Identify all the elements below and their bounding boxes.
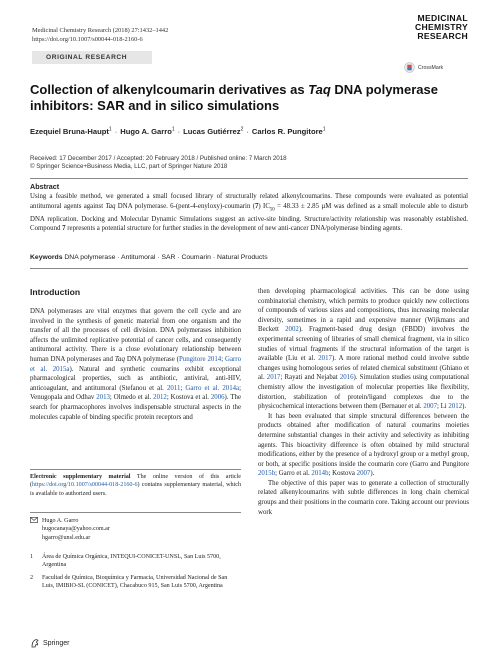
supplementary-link[interactable]: https://doi.org/10.1007/s00044-018-2160-6 <box>32 482 138 489</box>
citation-link[interactable]: Garro et al. 2015a <box>30 355 241 373</box>
author-separator: · <box>177 126 181 136</box>
publication-dates <box>30 155 470 172</box>
keywords-list: DNA polymerase · Antitumoral · SAR · Coumarin · Natural Products <box>64 254 268 261</box>
divider <box>30 268 468 269</box>
citation-link[interactable]: 2012 <box>153 394 167 402</box>
springer-horse-icon <box>30 638 40 648</box>
abstract-text: Using a feasible method, we generated a small focused library of structurally related alkenylcoumarins. These compounds were evaluated as potential antitumoral agents against Taq DNA polymerase. 6-(pent-4-enyloxy)-coumarin (7) $IC_{50} = 48.33 \pm 2.85$ µM was defined as a small molecule able to disturb DNA replication. Docking and Molecular Dynamic Simulations suggest an active-site binding. Structure/activity relationship was reasonably established. Compound 7 represents a potential structure for further studies in the development of new anti-cancer DNA/polymerase binding agents. <box>30 193 468 233</box>
journal-citation: Medicinal Chemistry Research (2018) 27:1432–1442 <box>32 27 169 34</box>
crossmark-badge[interactable] <box>404 62 443 73</box>
divider <box>30 512 241 513</box>
supplementary-note: Electronic supplementary material The online version of this article (https://doi.org/10.1007/s00044-018-2160-6) contains supplementary material, which is available to authorized users. <box>30 474 242 497</box>
corresponding-author: Hugo A. Garro <box>42 518 79 524</box>
email-link[interactable]: hgarro@unsl.edu.ar <box>42 534 91 541</box>
paragraph: The objective of this paper was to generate a collection of structurally related alkenylcoumarins with subtle differences in long chain chemical groups and their positions in the coumarin core. Taking account our previous work <box>258 479 469 516</box>
citation-link[interactable]: 2012 <box>448 403 463 411</box>
citation-link[interactable]: 2017 <box>318 355 332 363</box>
journal-info <box>32 27 168 44</box>
author-separator: · <box>246 126 249 136</box>
crossmark-label: CrossMark <box>418 64 444 71</box>
article-type-bar: ORIGINAL RESEARCH <box>32 51 152 64</box>
affiliation <box>30 574 241 591</box>
section-heading-introduction: Introduction <box>30 287 81 297</box>
email-link[interactable]: hugocanaya@yahoo.com.ar <box>42 526 110 533</box>
affiliation-text: Facultad de Química, Bioquímica y Farmacia, Universidad Nacional de San Luis, IMIBIO-SL (CONICET), Chacabuco 915, San Luis 5700, Argentina <box>42 575 228 590</box>
affiliation-text: Área de Química Orgánica, INTEQUI-CONICET-UNSL, San Luis 5700, Argentina <box>42 554 221 569</box>
affiliation-number: 2 <box>30 575 34 581</box>
affiliation <box>30 553 241 570</box>
logo-line: MEDICINAL <box>417 13 468 23</box>
citation-link[interactable]: 2002 <box>285 326 299 334</box>
paragraph: then developing pharmacological activities. This can be done using combinatorial chemistry, which permits to produce quickly new collections of compounds of various sizes and compositions, thus increasing molecular diversity, sometimes in a rapid and expensive manner (Wijkmans and Beckett 2002). Fragment-based drug design (FBDD) involves the experimental screening of libraries of small chemical fragment, via in silico studies of virtual fragments if the structural information of the target is available (Liu et al. 2017). A more rational method could involve subtle changes using homologous series of related chemical substituent (Ghiano et al. 2017; Rayati and Nejabat 2016). Simulation studies using computational chemistry allow the investigation of molecular properties like flexibility, distortion, stabilization of protein/ligand complexes due to the physicochemical interactions between them (Bernauer et al. 2007; Li 2012). <box>258 288 469 411</box>
citation-link[interactable]: 2017 <box>266 374 281 382</box>
copyright-line: © Springer Science+Business Media, LLC, part of Springer Nature 2018 <box>30 163 228 171</box>
author-name[interactable]: Ezequiel Bruna-Haupt$^1$ <box>30 126 112 136</box>
keywords-label: Keywords <box>30 254 63 261</box>
publisher-name: Springer <box>43 639 70 647</box>
citation-link[interactable]: 2011 <box>166 384 181 392</box>
logo-line: RESEARCH <box>417 31 468 41</box>
publisher-footer <box>30 638 69 648</box>
envelope-icon <box>30 517 42 542</box>
citation-link[interactable]: Pungitore 2014 <box>178 355 222 363</box>
dates-line: Received: 17 December 2017 / Accepted: 20 February 2018 / Published online: 7 March 2018 <box>30 155 287 162</box>
crossmark-icon <box>404 62 415 73</box>
title-text: Collection of alkenylcoumarin derivatives as <box>30 82 309 97</box>
citation-link[interactable]: 2014b <box>311 470 329 478</box>
author-separator: · <box>114 126 118 136</box>
author-name[interactable]: Hugo A. Garro$^1$ <box>120 126 175 136</box>
author-list <box>30 126 470 136</box>
author-name[interactable]: Lucas Gutiérrez$^2$ <box>183 126 244 136</box>
left-column-text <box>30 307 241 422</box>
logo-line: CHEMISTRY <box>415 22 468 32</box>
title-italic: Taq <box>308 82 331 97</box>
citation-link[interactable]: 2007 <box>356 470 371 478</box>
author-name[interactable]: Carlos R. Pungitore$^1$ <box>251 126 326 136</box>
citation-link[interactable]: 2006 <box>210 394 225 402</box>
paragraph: DNA polymerases are vital enzymes that govern the cell cycle and are involved in the synthesis of genetic material from one organism and the transfer of all the processes of cell division. DNA polymerases inhibition affects the unlimited replicative potential of cancer cells, and consequently antitumoral activity. There is a close evolutionary relationship between human DNA polymerases and Taq DNA polymerase (Pungitore 2014; Garro et al. 2015a). Natural and synthetic coumarins exhibit exceptional pharmacological properties, such as antibiotic, antiviral, anti-HIV, anticoagulant, and antitumoral (Stefanou et al. 2011; Garro et al. 2014a; Venugopala and Odhav 2013; Olmedo et al. 2012; Kostova et al. 2006). The search for pharmacophores involves indispensable structural aspects in the molecules capable of binding specific protein receptors and <box>30 308 241 421</box>
title-text: DNA polymerase inhibitors: SAR and in silico simulations <box>30 82 438 113</box>
affiliation-number: 1 <box>30 554 34 560</box>
journal-logo <box>406 14 468 41</box>
divider <box>30 469 241 470</box>
abstract-heading: Abstract <box>30 182 60 191</box>
article-title <box>30 82 450 113</box>
citation-link[interactable]: Garro et al. 2014a <box>185 384 240 392</box>
divider <box>30 178 468 179</box>
citation-link[interactable]: 2007 <box>423 403 438 411</box>
journal-doi[interactable]: https://doi.org/10.1007/s00044-018-2160-6 <box>32 35 143 43</box>
paragraph: It has been evaluated that simple structural differences between the products obtained after modification of natural coumarins moieties determine substantial changes in their activity and selectivity as inhibiting agents. This bioactivity difference is often obtained by mild structural modifications, either by the presence of a hydroxyl group or a methyl group, or both, at specific positions inside the coumarin core (Garro and Pungitore 2015b; Garro et al. 2014b; Kostova 2007). <box>258 412 469 478</box>
keywords <box>30 254 470 261</box>
right-column-text <box>258 287 469 517</box>
citation-link[interactable]: 2015b <box>258 470 276 478</box>
correspondence <box>30 517 241 542</box>
citation-link[interactable]: 2013 <box>96 394 110 402</box>
citation-link[interactable]: 2016 <box>339 374 354 382</box>
